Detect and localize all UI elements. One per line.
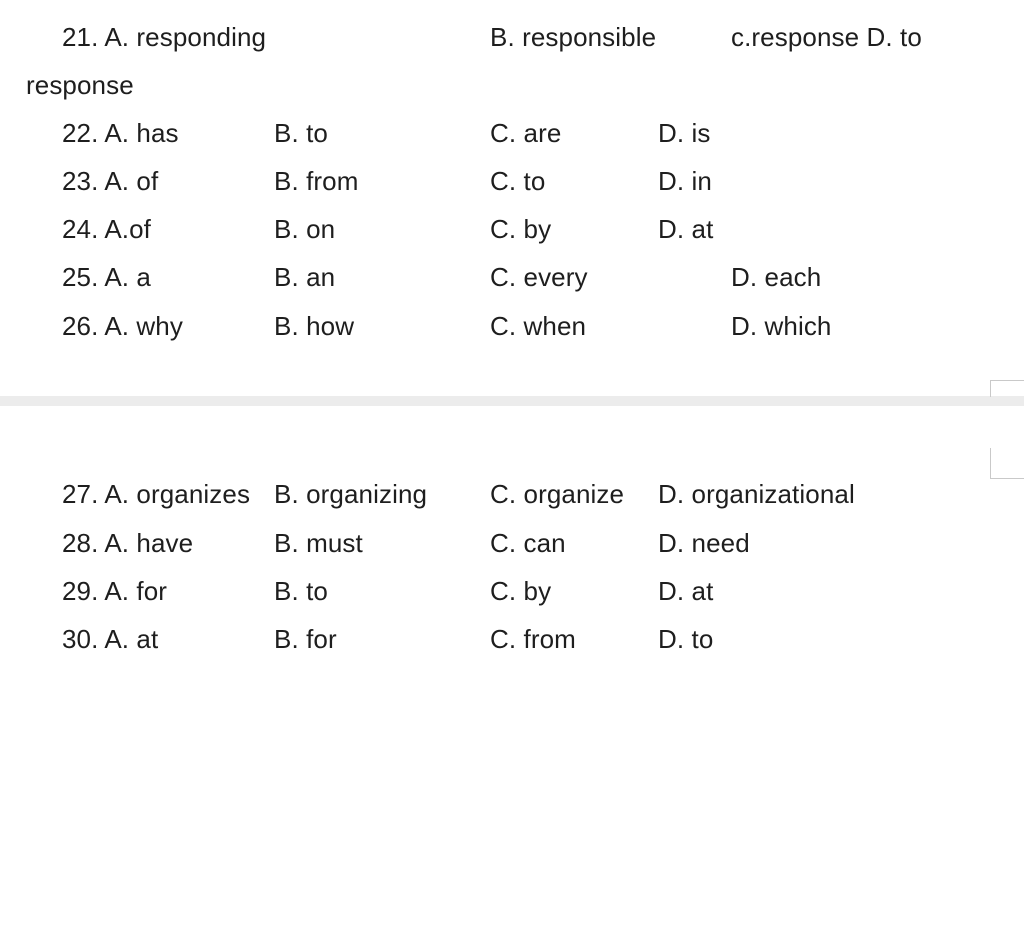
option-b: B. organizing	[274, 479, 428, 509]
option-c: C. by	[490, 576, 552, 606]
option-a: 29. A. for	[62, 576, 168, 606]
option-c: C. are	[490, 118, 562, 148]
option-d: D. to	[658, 624, 714, 654]
option-b: B. must	[274, 528, 363, 558]
option-a: 21. A. responding	[62, 22, 267, 52]
option-d: D. need	[658, 528, 750, 558]
option-b: B. responsible	[490, 22, 657, 52]
option-b: B. how	[274, 311, 355, 341]
option-c: C. can	[490, 528, 566, 558]
option-d: D. which	[731, 311, 832, 341]
option-d: D. in	[658, 166, 712, 196]
option-a: 25. A. a	[62, 262, 151, 292]
option-c: C. organize	[490, 479, 625, 509]
option-b: B. on	[274, 214, 336, 244]
option-c-d: c.response D. to	[731, 22, 922, 52]
option-a: 26. A. why	[62, 311, 183, 341]
option-d: D. each	[731, 262, 822, 292]
option-d: D. organizational	[658, 479, 855, 509]
option-a: 22. A. has	[62, 118, 179, 148]
option-d: D. at	[658, 576, 714, 606]
option-c: C. from	[490, 624, 576, 654]
page-corner-mark	[990, 380, 1024, 397]
page-break-divider	[0, 396, 1024, 406]
option-c: C. when	[490, 311, 587, 341]
option-a: 24. A.of	[62, 214, 151, 244]
option-b: B. from	[274, 166, 359, 196]
option-c: C. to	[490, 166, 546, 196]
option-c: C. by	[490, 214, 552, 244]
page-corner-mark	[990, 448, 1024, 479]
option-c: C. every	[490, 262, 588, 292]
option-d: D. at	[658, 214, 714, 244]
option-a: 30. A. at	[62, 624, 159, 654]
option-a: 27. A. organizes	[62, 479, 251, 509]
option-d: D. is	[658, 118, 711, 148]
option-a: 23. A. of	[62, 166, 159, 196]
option-b: B. for	[274, 624, 337, 654]
option-b: B. to	[274, 118, 328, 148]
option-a: 28. A. have	[62, 528, 194, 558]
option-wrap: response	[26, 70, 134, 100]
option-b: B. an	[274, 262, 336, 292]
option-b: B. to	[274, 576, 328, 606]
